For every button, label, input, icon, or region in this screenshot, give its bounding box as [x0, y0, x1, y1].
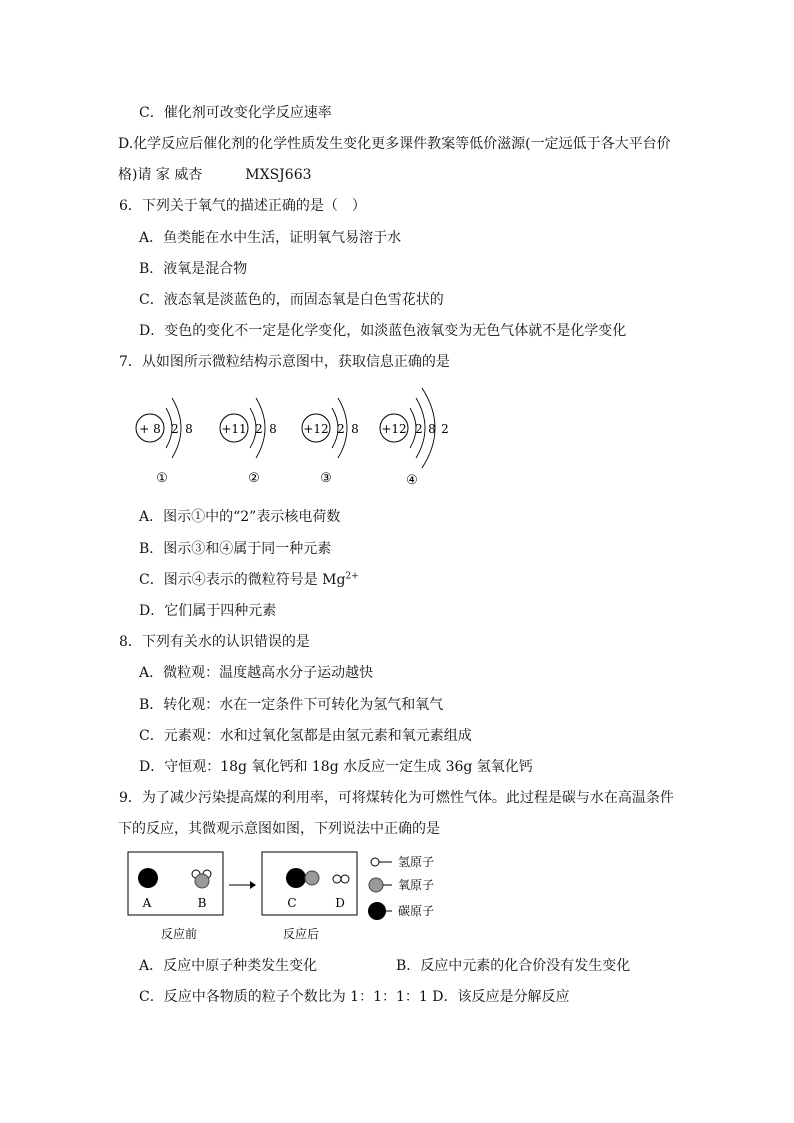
q7-option-c [139, 570, 359, 590]
atom-2-nucleus: +11 [221, 422, 247, 436]
atom-diagram-3 [302, 398, 359, 486]
q7-stem: 7．从如图所示微粒结构示意图中，获取信息正确的是 [119, 354, 450, 370]
q5-option-d-line2-a: 格)请 家 威杏 [118, 167, 203, 183]
atom-1-label: ① [156, 471, 168, 486]
q9-option-b: B．反应中元素的化合价没有发生变化 [396, 958, 631, 974]
legend-oxygen: 氧原子 [398, 878, 435, 892]
water-molecule-b [195, 874, 209, 888]
atom-1-shell-2: 8 [185, 422, 193, 436]
label-d: D [335, 896, 345, 910]
atom-2-label: ② [248, 471, 260, 486]
q9-option-a: A．反应中原子种类发生变化 [139, 958, 318, 974]
q6-option-a: A．鱼类能在水中生活，证明氧气易溶于水 [139, 230, 402, 246]
label-a: A [142, 896, 152, 910]
label-c: C [287, 896, 297, 910]
atom-2-shell-1: 2 [255, 422, 263, 436]
legend-oxygen-icon [369, 878, 383, 892]
atom-4-shell-2: 8 [428, 422, 436, 436]
atom-4-shell-1: 2 [415, 422, 423, 436]
h2-molecule-d [333, 875, 341, 883]
q6-option-c: C．液态氧是淡蓝色的，而固态氧是白色雪花状的 [139, 292, 444, 308]
legend-carbon-icon [368, 902, 386, 920]
q6-option-b: B．液氧是混合物 [139, 261, 248, 277]
q6-option-d: D．变色的变化不一定是化学变化，如淡蓝色液氧变为无色气体就不是化学变化 [139, 323, 627, 339]
atom-diagram-1 [136, 398, 193, 486]
q7-option-d: D．它们属于四种元素 [139, 603, 277, 619]
label-b: B [197, 896, 207, 910]
atom-diagram-2 [220, 398, 277, 486]
atomic-structure-diagrams [130, 385, 460, 495]
q5-option-d-line1: D.化学反应后催化剂的化学性质发生变化更多课件教案等低价滋源(一定远低于各大平台价 [118, 136, 671, 152]
legend-hydrogen-icon [371, 858, 379, 866]
q7-option-c-charge: 2+ [345, 571, 359, 582]
q7-option-a: A．图示①中的“2”表示核电荷数 [139, 509, 341, 525]
atom-1-shell-1: 2 [171, 422, 179, 436]
q7-option-b: B．图示③和④属于同一种元素 [139, 541, 332, 557]
atom-diagram-4 [380, 388, 449, 488]
q6-stem: 6．下列关于氧气的描述正确的是（ ） [119, 198, 366, 214]
q8-option-c: C．元素观：水和过氧化氢都是由氢元素和氧元素组成 [139, 728, 472, 744]
q8-option-a: A．微粒观：温度越高水分子运动越快 [139, 665, 374, 681]
atom-4-label: ④ [406, 473, 418, 488]
atom-2-shell-2: 8 [269, 422, 277, 436]
reaction-micro-diagram [126, 850, 456, 946]
q5-option-d-line2 [118, 165, 312, 185]
q8-stem: 8．下列有关水的认识错误的是 [119, 634, 310, 650]
q9-stem-line1: 9．为了减少污染提高煤的利用率，可将煤转化为可燃性气体。此过程是碳与水在高温条件 [119, 790, 674, 806]
atom-3-nucleus: +12 [303, 422, 329, 436]
atom-4-nucleus: +12 [381, 422, 407, 436]
caption-before: 反应前 [160, 927, 198, 941]
q5-option-d-line2-b: MXSJ663 [245, 167, 312, 183]
q5-option-c: C．催化剂可改变化学反应速率 [139, 105, 332, 121]
caption-after: 反应后 [282, 927, 320, 941]
atom-3-shell-2: 8 [351, 422, 359, 436]
q9-stem-line2: 下的反应，其微观示意图如图，下列说法中正确的是 [118, 821, 440, 837]
carbon-atom-a [138, 868, 158, 888]
q9-option-c-d: C．反应中各物质的粒子个数比为 1：1：1：1 D．该反应是分解反应 [139, 989, 570, 1005]
atom-3-shell-1: 2 [337, 422, 345, 436]
q8-option-d: D．守恒观：18g 氧化钙和 18g 水反应一定生成 36g 氢氧化钙 [139, 759, 533, 775]
co-molecule-c [286, 868, 306, 888]
q7-option-c-text: C．图示④表示的微粒符号是 Mg [139, 572, 346, 588]
atom-1-nucleus: + 8 [139, 422, 161, 436]
legend-carbon: 碳原子 [398, 904, 435, 918]
atom-4-shell-3: 2 [441, 422, 449, 436]
atom-3-label: ③ [320, 471, 332, 486]
q8-option-b: B．转化观：水在一定条件下可转化为氢气和氧气 [139, 697, 444, 713]
legend-hydrogen: 氢原子 [398, 855, 435, 869]
